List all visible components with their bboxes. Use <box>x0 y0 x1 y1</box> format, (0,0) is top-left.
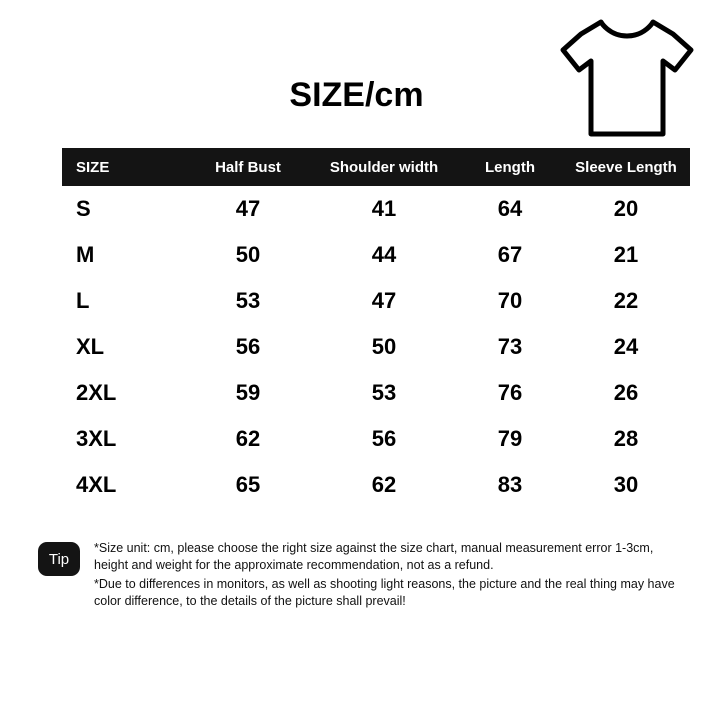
cell-shoulder-width: 47 <box>371 288 397 313</box>
cell-length: 67 <box>497 242 523 267</box>
table-row <box>62 232 690 278</box>
cell-shoulder-width: 56 <box>371 426 397 451</box>
table-row <box>62 278 690 324</box>
tip-text <box>94 540 678 612</box>
table-row <box>62 370 690 416</box>
tip-line-1: *Size unit: cm, please choose the right size against the size chart, manual measurement error 1-3cm, height and weight for the approximate recommendation, not as a refund. <box>94 541 654 572</box>
cell-size: 2XL <box>76 380 117 405</box>
cell-half-bust: 53 <box>235 288 261 313</box>
cell-shoulder-width: 50 <box>371 334 397 359</box>
cell-half-bust: 56 <box>235 334 261 359</box>
cell-half-bust: 59 <box>235 380 261 405</box>
cell-size: 4XL <box>76 472 117 497</box>
table-row <box>62 186 690 232</box>
cell-shoulder-width: 62 <box>371 472 397 497</box>
header-half-bust: Half Bust <box>215 158 281 176</box>
cell-half-bust: 65 <box>235 472 261 497</box>
cell-sleeve-length: 20 <box>613 196 639 221</box>
cell-sleeve-length: 22 <box>613 288 639 313</box>
size-chart-table <box>62 148 690 508</box>
cell-length: 70 <box>497 288 523 313</box>
cell-shoulder-width: 44 <box>371 242 397 267</box>
cell-length: 76 <box>497 380 523 405</box>
cell-size: M <box>76 242 95 267</box>
cell-length: 73 <box>497 334 523 359</box>
cell-size: L <box>76 288 90 313</box>
cell-sleeve-length: 26 <box>613 380 639 405</box>
table-row <box>62 416 690 462</box>
cell-length: 79 <box>497 426 523 451</box>
header-length: Length <box>485 158 535 176</box>
cell-shoulder-width: 41 <box>371 196 397 221</box>
table-body <box>62 186 690 508</box>
cell-sleeve-length: 21 <box>613 242 639 267</box>
header-sleeve-length: Sleeve Length <box>575 158 677 176</box>
table-row <box>62 462 690 508</box>
cell-half-bust: 47 <box>235 196 261 221</box>
cell-size: 3XL <box>76 426 117 451</box>
header-shoulder-width: Shoulder width <box>329 158 439 176</box>
cell-size: XL <box>76 334 105 359</box>
cell-shoulder-width: 53 <box>371 380 397 405</box>
cell-length: 64 <box>497 196 523 221</box>
page-title: SIZE/cm <box>289 76 424 114</box>
cell-half-bust: 62 <box>235 426 261 451</box>
tip-line-2: *Due to differences in monitors, as well as shooting light reasons, the picture and the real thing may have color difference, to the details of the picture shall prevail! <box>94 576 675 608</box>
cell-half-bust: 50 <box>235 242 261 267</box>
cell-sleeve-length: 28 <box>613 426 639 451</box>
header-size: SIZE <box>76 158 110 176</box>
tip-badge: Tip <box>38 542 80 576</box>
cell-sleeve-length: 24 <box>613 334 639 359</box>
table-header <box>62 148 690 186</box>
tip-section <box>38 540 678 612</box>
cell-sleeve-length: 30 <box>613 472 639 497</box>
cell-length: 83 <box>497 472 523 497</box>
table-row <box>62 324 690 370</box>
cell-size: S <box>76 196 91 221</box>
table-header-row <box>62 148 690 186</box>
